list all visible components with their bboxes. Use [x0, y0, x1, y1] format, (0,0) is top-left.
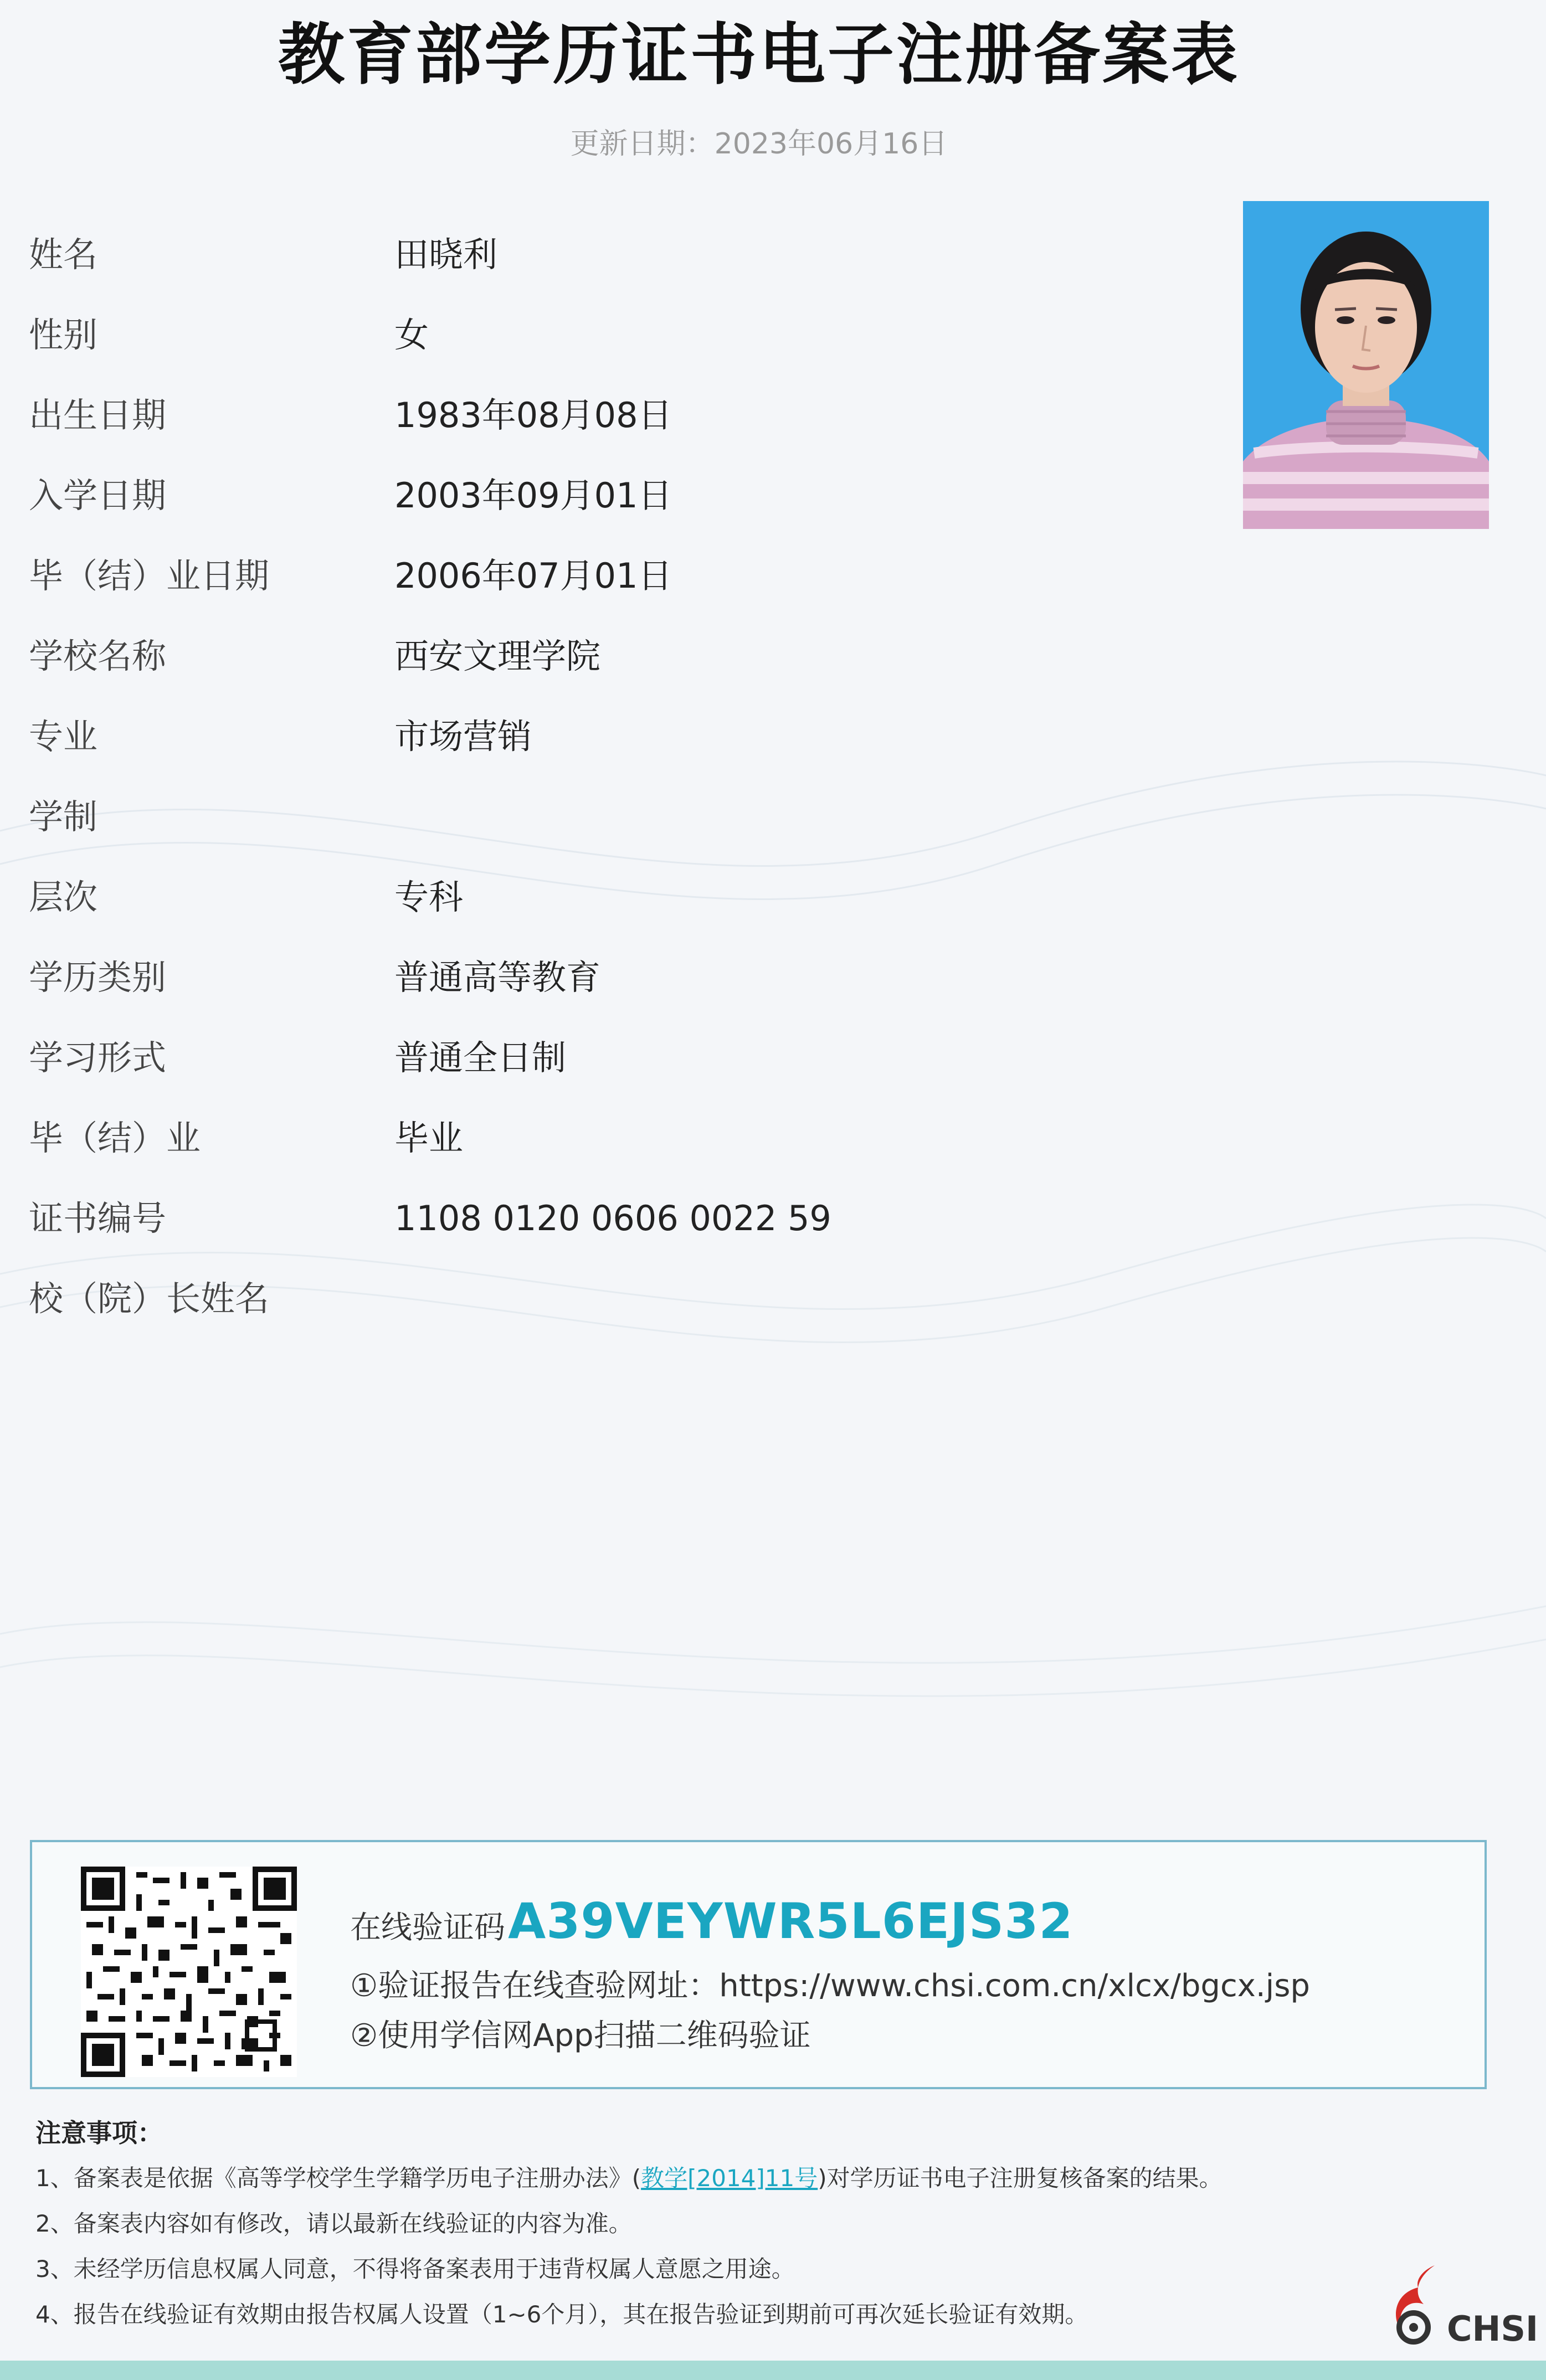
field-row-gender [29, 307, 1192, 363]
field-value: 普通高等教育 [394, 957, 601, 998]
verification-box [30, 1840, 1487, 2089]
field-row-enroll-date [29, 468, 1192, 523]
verification-code-line [350, 1891, 1074, 1966]
note-1-text: 1、备案表是依据《高等学校学生学籍学历电子注册办法》( [35, 2165, 641, 2192]
notes-title: 注意事项： [35, 2118, 163, 2148]
field-value: 普通全日制 [394, 1037, 567, 1078]
field-row-graduation-date [29, 548, 1192, 604]
document-title: 教育部学历证书电子注册备案表 [278, 17, 1240, 94]
verification-code: A39VEYWR5L6EJS32 [508, 1893, 1074, 1950]
note-1 [35, 2159, 1223, 2198]
field-row-level [29, 870, 1192, 925]
field-label: 专业 [29, 716, 98, 757]
field-row-graduation-status [29, 1111, 1192, 1166]
field-value: 2003年09月01日 [394, 475, 672, 516]
field-label: 证书编号 [29, 1198, 167, 1238]
field-label: 毕（结）业日期 [29, 556, 270, 596]
field-row-major [29, 709, 1192, 764]
regulation-link[interactable]: 教学[2014]11号 [641, 2165, 818, 2192]
field-label: 层次 [29, 877, 98, 917]
field-value: 西安文理学院 [394, 636, 601, 676]
field-value: 田晓利 [394, 234, 498, 275]
field-value: 市场营销 [394, 716, 532, 757]
field-row-education-type [29, 950, 1192, 1005]
field-label: 毕（结）业 [29, 1118, 201, 1158]
field-row-president-name [29, 1271, 1192, 1327]
qr-code[interactable] [81, 1867, 297, 2077]
note-3: 3、未经学历信息权属人同意，不得将备案表用于违背权属人意愿之用途。 [35, 2255, 795, 2283]
field-value: 女 [394, 315, 429, 355]
id-photo [1243, 201, 1489, 529]
field-label: 学历类别 [29, 957, 167, 998]
field-value: 专科 [394, 877, 464, 917]
field-value: 毕业 [394, 1118, 464, 1158]
field-row-school [29, 629, 1192, 684]
field-value: 1983年08月08日 [394, 395, 672, 435]
field-label: 学制 [29, 796, 98, 837]
field-row-birth-date [29, 388, 1192, 443]
field-value: 1108 0120 0606 0022 59 [394, 1198, 831, 1238]
field-value: 2006年07月01日 [394, 556, 672, 596]
field-row-certificate-number [29, 1191, 1192, 1246]
chsi-logo-text: CHSI [1447, 2309, 1539, 2349]
field-label: 姓名 [29, 234, 98, 275]
field-label: 校（院）长姓名 [29, 1278, 270, 1319]
field-label: 出生日期 [29, 395, 167, 435]
field-label: 学校名称 [29, 636, 167, 676]
field-row-name [29, 227, 1192, 282]
field-label: 性别 [29, 315, 98, 355]
note-2: 2、备案表内容如有修改，请以最新在线验证的内容为准。 [35, 2210, 632, 2237]
verification-url-line[interactable]: ①验证报告在线查验网址：https://www.chsi.com.cn/xlcx/bgcx.jsp [350, 1968, 1310, 2004]
verification-code-label: 在线验证码 [350, 1910, 505, 1946]
note-1-text-end: )对学历证书电子注册复核备案的结果。 [818, 2165, 1223, 2192]
chsi-emblem-icon [1385, 2260, 1451, 2348]
chsi-logo [1385, 2260, 1539, 2349]
field-label: 学习形式 [29, 1037, 167, 1078]
field-row-study-form [29, 1030, 1192, 1086]
verification-app-line: ②使用学信网App扫描二维码验证 [350, 2018, 811, 2054]
bottom-band [0, 2361, 1546, 2380]
field-label: 入学日期 [29, 475, 167, 516]
note-4: 4、报告在线验证有效期由报告权属人设置（1~6个月），其在报告验证到期前可再次延长验证有效期。 [35, 2301, 1088, 2328]
field-row-duration [29, 789, 1192, 845]
update-date: 更新日期：2023年06月16日 [570, 127, 948, 161]
